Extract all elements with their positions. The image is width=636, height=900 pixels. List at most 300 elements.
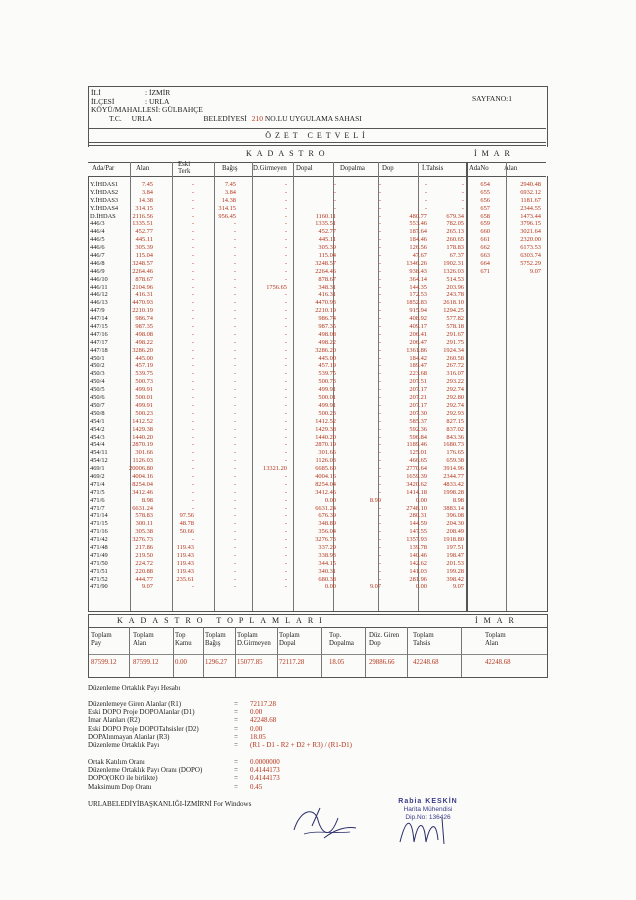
col-ada-par: Ada/Par	[92, 165, 115, 172]
cell-dopal: 2264.46	[315, 267, 336, 275]
cell-tah: 197.51	[446, 543, 464, 551]
cell-eski: -	[191, 338, 194, 346]
calc-line: Eski DOPO Proje DOPOAlanlar (D1) = 0.00	[88, 708, 263, 717]
cell-ialan: 6932.12	[520, 188, 541, 196]
cell-alan: 14.38	[138, 196, 153, 204]
totals-label-kamu: Top Kamu	[175, 632, 192, 647]
cell-ialan: 1473.44	[520, 212, 541, 220]
cell-dopal: 1440.20	[315, 433, 336, 441]
table-row	[88, 205, 546, 213]
cell-par: 471/90	[90, 583, 108, 591]
cell-par: 454/12	[90, 457, 108, 465]
cell-tah: 827.15	[446, 417, 464, 425]
cell-dop: 0.00	[415, 496, 427, 504]
cell-dopal: 6685.60	[315, 465, 336, 473]
totals-label-tahsis: Toplam Tahsis	[413, 632, 434, 647]
cell-dg: -	[284, 362, 287, 370]
cell-alan: 314.15	[135, 204, 153, 212]
cell-ialan: 9.07	[529, 267, 541, 275]
cell-eski: -	[191, 228, 194, 236]
totals-label-alan: Toplam Alan	[133, 632, 154, 647]
cell-eski: -	[191, 441, 194, 449]
table-row	[88, 197, 546, 205]
cell-par: 454/4	[90, 441, 105, 449]
cell-dg: -	[284, 559, 287, 567]
cell-eski: -	[191, 299, 194, 307]
cell-eski: -	[191, 433, 194, 441]
cell-bagis: -	[233, 338, 236, 346]
table-row	[88, 315, 546, 323]
cell-tah: 3914.96	[443, 465, 464, 473]
table-row	[88, 339, 546, 347]
cell-alan: 220.88	[135, 567, 153, 575]
cell-bagis: -	[233, 267, 236, 275]
cell-bagis: -	[233, 220, 236, 228]
cell-par: Y.İHDAS4	[90, 204, 119, 212]
cell-dopalma: -	[378, 567, 381, 575]
cell-dopalma: -	[378, 212, 381, 220]
cell-bagis: -	[233, 449, 236, 457]
cell-dop: 1189.46	[406, 441, 427, 449]
il-value: İZMİR	[148, 88, 171, 97]
cell-dg: -	[284, 315, 287, 323]
cell-par: 446/9	[90, 267, 105, 275]
cell-eski: -	[191, 212, 194, 220]
cell-alan: 4470.93	[132, 299, 153, 307]
cell-dopal: 987.35	[318, 323, 336, 331]
cell-ada: 659	[480, 220, 490, 228]
cell-dg: -	[284, 196, 287, 204]
cell-tah: 178.83	[446, 244, 464, 252]
cell-ialan: 6303.74	[520, 252, 541, 260]
cell-alan: 2870.19	[132, 441, 153, 449]
cell-dopal: 445.00	[318, 354, 336, 362]
cell-alan: 4004.16	[132, 472, 153, 480]
ilce-label: İLÇESİ	[91, 96, 115, 106]
cell-bagis: 314.15	[218, 204, 236, 212]
page-number: SAYFANO:1	[472, 94, 513, 103]
cell-dopalma: -	[378, 504, 381, 512]
cell-dopalma: -	[378, 181, 381, 188]
cell-par: 471/4	[90, 480, 105, 488]
cell-bagis: -	[233, 370, 236, 378]
table-row	[88, 512, 546, 520]
cell-dopalma: -	[378, 252, 381, 260]
table-row	[88, 252, 546, 260]
cell-dopal: 1412.52	[315, 417, 336, 425]
cell-tah: 198.47	[446, 551, 464, 559]
cell-par: 447/18	[90, 346, 108, 354]
cell-dopalma: -	[378, 275, 381, 283]
cell-bagis: -	[233, 433, 236, 441]
cell-dopal: 0.00	[324, 583, 336, 591]
cell-dop: 1361.86	[406, 346, 427, 354]
cell-ada: 664	[480, 259, 490, 267]
cell-dop: 585.37	[409, 417, 427, 425]
cell-tah: 1680.73	[443, 441, 464, 449]
cell-tah: -	[461, 188, 464, 196]
cell-dop: 184.46	[409, 236, 427, 244]
cell-dopal: -	[333, 188, 336, 196]
cell-alan: 3412.46	[132, 488, 153, 496]
cell-par: 471/16	[90, 528, 108, 536]
col-dopalma: Dopalma	[340, 165, 365, 172]
cell-dopalma: -	[378, 283, 381, 291]
table-row	[88, 552, 546, 560]
cell-dopal: 301.66	[318, 449, 336, 457]
cell-dopalma: -	[378, 307, 381, 315]
cell-tah: 2618.10	[443, 299, 464, 307]
cell-eski: 119.43	[176, 567, 194, 575]
cell-dopalma: -	[378, 330, 381, 338]
cell-par: 450/3	[90, 370, 105, 378]
cell-par: 471/48	[90, 543, 108, 551]
cell-dopal: -	[333, 196, 336, 204]
cell-dop: 480.77	[409, 212, 427, 220]
cell-alan: 3286.20	[132, 346, 153, 354]
signature-left	[290, 800, 360, 845]
cell-dopal: 3276.73	[315, 536, 336, 544]
table-row	[88, 291, 546, 299]
cell-alan: 499.91	[135, 386, 153, 394]
cell-dg: -	[284, 220, 287, 228]
cell-eski: -	[191, 472, 194, 480]
table-row	[88, 520, 546, 528]
cell-tah: 1902.31	[443, 259, 464, 267]
cell-dg: -	[284, 338, 287, 346]
cell-alan: 500.23	[135, 409, 153, 417]
cell-dopalma: -	[378, 291, 381, 299]
cell-dop: 207.21	[409, 394, 427, 402]
table-row	[88, 465, 546, 473]
cell-par: D.İHDAS	[90, 212, 116, 220]
totals-value-dg: 15077.85	[237, 659, 263, 666]
cell-par: 450/1	[90, 354, 105, 362]
cell-par: 471/7	[90, 504, 105, 512]
cell-dop: -	[424, 196, 427, 204]
cell-dop: 466.65	[409, 457, 427, 465]
cell-alan: 500.01	[135, 394, 153, 402]
cell-alan: 2210.19	[132, 307, 153, 315]
cell-eski: -	[191, 181, 194, 188]
cell-tah: 4833.42	[443, 480, 464, 488]
cell-alan: 305.39	[135, 244, 153, 252]
cell-alan: 305.38	[135, 528, 153, 536]
cell-alan: 20006.80	[129, 465, 153, 473]
table-row	[88, 189, 546, 197]
cell-eski: -	[191, 480, 194, 488]
cell-tah: 843.36	[446, 433, 464, 441]
cell-dop: 207.17	[409, 386, 427, 394]
cell-ada: 656	[480, 196, 490, 204]
cell-bagis: -	[233, 386, 236, 394]
table-row	[88, 386, 546, 394]
cell-dopalma: -	[378, 196, 381, 204]
cell-tah: 782.05	[446, 220, 464, 228]
cell-dg: -	[284, 346, 287, 354]
cell-eski: -	[191, 417, 194, 425]
cell-dopal: -	[333, 204, 336, 212]
cell-dop: 144.35	[409, 283, 427, 291]
cell-eski: -	[191, 362, 194, 370]
cell-dop: 553.46	[409, 220, 427, 228]
belediye-no: 210	[251, 113, 263, 123]
cell-bagis: -	[233, 275, 236, 283]
cell-par: 471/51	[90, 567, 108, 575]
cell-dg: -	[284, 425, 287, 433]
cell-bagis: -	[233, 536, 236, 544]
cell-bagis: -	[233, 543, 236, 551]
cell-dop: 223.68	[409, 370, 427, 378]
cell-dg: -	[284, 449, 287, 457]
table-row	[88, 434, 546, 442]
cell-tah: 659.38	[446, 457, 464, 465]
cell-tah: 3883.14	[443, 504, 464, 512]
cell-bagis: -	[233, 583, 236, 591]
cell-dopal: 1335.51	[315, 220, 336, 228]
cell-dopal: 500.73	[318, 378, 336, 386]
signature-right	[398, 812, 458, 848]
cell-bagis: -	[233, 244, 236, 252]
cell-dopalma: -	[378, 433, 381, 441]
cell-dg: -	[284, 323, 287, 331]
cell-tah: 398.42	[446, 575, 464, 583]
cell-dopal: 3412.46	[315, 488, 336, 496]
cell-dopalma: -	[378, 259, 381, 267]
cell-eski: -	[191, 236, 194, 244]
cell-alan: 6631.24	[132, 504, 153, 512]
cell-dopalma: -	[378, 559, 381, 567]
cell-ialan: 5752.29	[520, 259, 541, 267]
cell-tah: 514.53	[446, 275, 464, 283]
cell-tah: 291.75	[446, 338, 464, 346]
cell-dg: -	[284, 188, 287, 196]
cell-alan: 1335.51	[132, 220, 153, 228]
cell-dopalma: -	[378, 457, 381, 465]
cell-dg: -	[284, 575, 287, 583]
totals-label-bagis: Toplam Bağış	[205, 632, 226, 647]
cell-alan: 498.22	[135, 338, 153, 346]
cell-par: 471/6	[90, 496, 105, 504]
cell-tah: 204.30	[446, 520, 464, 528]
cell-dg: -	[284, 267, 287, 275]
cell-ialan: 1181.67	[520, 196, 541, 204]
cell-dop: 592.36	[409, 425, 427, 433]
cell-alan: 452.77	[135, 228, 153, 236]
cell-alan: 301.66	[135, 449, 153, 457]
cell-alan: 219.50	[135, 551, 153, 559]
cell-bagis: -	[233, 362, 236, 370]
il-label: İLİ	[91, 88, 101, 97]
table-row	[88, 276, 546, 284]
cell-dg: -	[284, 567, 287, 575]
cell-dg: -	[284, 583, 287, 591]
cell-eski: 119.43	[176, 543, 194, 551]
cell-eski: 119.43	[176, 559, 194, 567]
cell-dopal: 878.67	[318, 275, 336, 283]
cell-ada: 657	[480, 204, 490, 212]
cell-alan: 445.00	[135, 354, 153, 362]
cell-par: 454/3	[90, 433, 105, 441]
cell-dopalma: -	[378, 472, 381, 480]
cell-alan: 2264.46	[132, 267, 153, 275]
cell-dg: -	[284, 457, 287, 465]
stamp-title: Harita Mühendisi	[403, 806, 453, 813]
cell-ada: 655	[480, 188, 490, 196]
table-row	[88, 220, 546, 228]
cell-tah: 199.28	[446, 567, 464, 575]
cell-par: 450/2	[90, 362, 105, 370]
cell-dopalma: -	[378, 378, 381, 386]
cell-ada: 654	[480, 181, 490, 188]
cell-dop: 3420.62	[406, 480, 427, 488]
cell-dg: -	[284, 259, 287, 267]
column-headers	[88, 162, 546, 177]
cell-alan: 878.67	[135, 275, 153, 283]
cell-par: 471/15	[90, 520, 108, 528]
cell-dopal: 680.38	[318, 575, 336, 583]
cell-alan: 3.84	[141, 188, 153, 196]
cell-dopal: 1126.03	[315, 457, 336, 465]
cell-dg: -	[284, 472, 287, 480]
table-row	[88, 355, 546, 363]
table-row	[88, 426, 546, 434]
cell-eski: -	[191, 252, 194, 260]
cell-eski: 235.61	[176, 575, 194, 583]
cell-dopalma: -	[378, 236, 381, 244]
table-row	[88, 481, 546, 489]
table-row	[88, 497, 546, 505]
cell-par: 454/1	[90, 417, 105, 425]
table-row	[88, 299, 546, 307]
cell-dopalma: -	[378, 528, 381, 536]
table-row	[88, 583, 546, 591]
cell-bagis: 14.38	[221, 196, 236, 204]
cell-dg: -	[284, 536, 287, 544]
table-row	[88, 347, 546, 355]
cell-alan: 1126.03	[132, 457, 153, 465]
cell-dopal: 0.00	[324, 496, 336, 504]
cell-bagis: -	[233, 307, 236, 315]
cell-tah: 577.82	[446, 315, 464, 323]
cell-dopal: 445.11	[318, 236, 336, 244]
cell-dop: 147.55	[409, 528, 427, 536]
cell-bagis: -	[233, 330, 236, 338]
cell-dopal: 499.91	[318, 401, 336, 409]
table-row	[88, 560, 546, 568]
cell-bagis: -	[233, 441, 236, 449]
cell-dop: 915.94	[409, 307, 427, 315]
cell-dg: -	[284, 291, 287, 299]
cell-bagis: -	[233, 315, 236, 323]
cell-tah: 260.58	[446, 354, 464, 362]
cell-dg: -	[284, 543, 287, 551]
cell-dopalma: -	[378, 488, 381, 496]
totals-value-dopal: 72117.28	[279, 659, 305, 666]
cell-tah: 396.08	[446, 512, 464, 520]
cell-dopalma: -	[378, 520, 381, 528]
cell-dopal: 986.74	[318, 315, 336, 323]
footer-text: URLABELEDİYİBAŞKANLIĞI-İZMİRNİ For Windows	[88, 800, 252, 808]
cell-dg: -	[284, 204, 287, 212]
col-imar-alan: Alan	[504, 165, 518, 172]
table-row	[88, 473, 546, 481]
cell-tah: 1918.80	[443, 536, 464, 544]
cell-dg: -	[284, 504, 287, 512]
col-eski-terk: Eski Terk	[178, 161, 191, 175]
cell-eski: -	[191, 425, 194, 433]
cell-dg: -	[284, 520, 287, 528]
col-ada-no: AdaNo	[469, 165, 489, 172]
totals-value-alan: 87599.12	[133, 659, 159, 666]
cell-par: Y.İHDAS2	[90, 188, 119, 196]
cell-par: 471/52	[90, 575, 108, 583]
cell-dg: -	[284, 236, 287, 244]
cell-dop: 207.17	[409, 401, 427, 409]
cell-eski: -	[191, 457, 194, 465]
cell-par: 471/42	[90, 536, 108, 544]
table-row	[88, 402, 546, 410]
table-row	[88, 576, 546, 584]
cell-dopalma: -	[378, 465, 381, 473]
tc-value: URLA	[131, 113, 152, 123]
cell-dop: 364.14	[409, 275, 427, 283]
cell-bagis: -	[233, 496, 236, 504]
cell-bagis: 7.45	[224, 181, 236, 188]
totals-label-dop: Düz. Giren Dop	[369, 632, 400, 647]
cell-dop: 938.43	[409, 267, 427, 275]
cell-dg: -	[284, 528, 287, 536]
cell-alan: 444.77	[135, 575, 153, 583]
cell-dg: -	[284, 244, 287, 252]
cell-eski: -	[191, 394, 194, 402]
cell-eski: -	[191, 536, 194, 544]
cell-tah: 578.18	[446, 323, 464, 331]
cell-eski: -	[191, 307, 194, 315]
table-row	[88, 307, 546, 315]
cell-bagis: -	[233, 378, 236, 386]
cell-dopalma: -	[378, 512, 381, 520]
cell-dg: -	[284, 409, 287, 417]
cell-tah: 1294.25	[443, 307, 464, 315]
table-row	[88, 536, 546, 544]
cell-dop: 281.96	[409, 575, 427, 583]
cell-alan: 500.73	[135, 378, 153, 386]
cell-dg: -	[284, 417, 287, 425]
cell-dop: 125.01	[409, 449, 427, 457]
koy-label: KÖYÜ/MAHALLESİ:	[91, 105, 161, 115]
cell-par: 471/49	[90, 551, 108, 559]
cell-eski: -	[191, 244, 194, 252]
calc-line: İmar Alanları (R2) = 42248.68	[88, 716, 277, 725]
cell-dg: -	[284, 307, 287, 315]
cell-dop: 1852.83	[406, 299, 427, 307]
belediye-label: BELEDİYESİ	[203, 113, 247, 123]
cell-ialan: 6173.53	[520, 244, 541, 252]
cell-bagis: -	[233, 259, 236, 267]
cell-dop: 280.31	[409, 512, 427, 520]
cell-dg: 13321.20	[263, 465, 287, 473]
calc-line: Maksimum Dop Oranı = 0.45	[88, 782, 263, 791]
cell-dopalma: -	[378, 228, 381, 236]
cell-alan: 7.45	[141, 181, 153, 188]
cell-par: 454/11	[90, 449, 108, 457]
cell-dopalma: -	[378, 220, 381, 228]
cell-tah: 679.34	[446, 212, 464, 220]
cell-alan: 115.04	[135, 252, 153, 260]
table-row	[88, 260, 546, 268]
cell-dopalma: -	[378, 362, 381, 370]
